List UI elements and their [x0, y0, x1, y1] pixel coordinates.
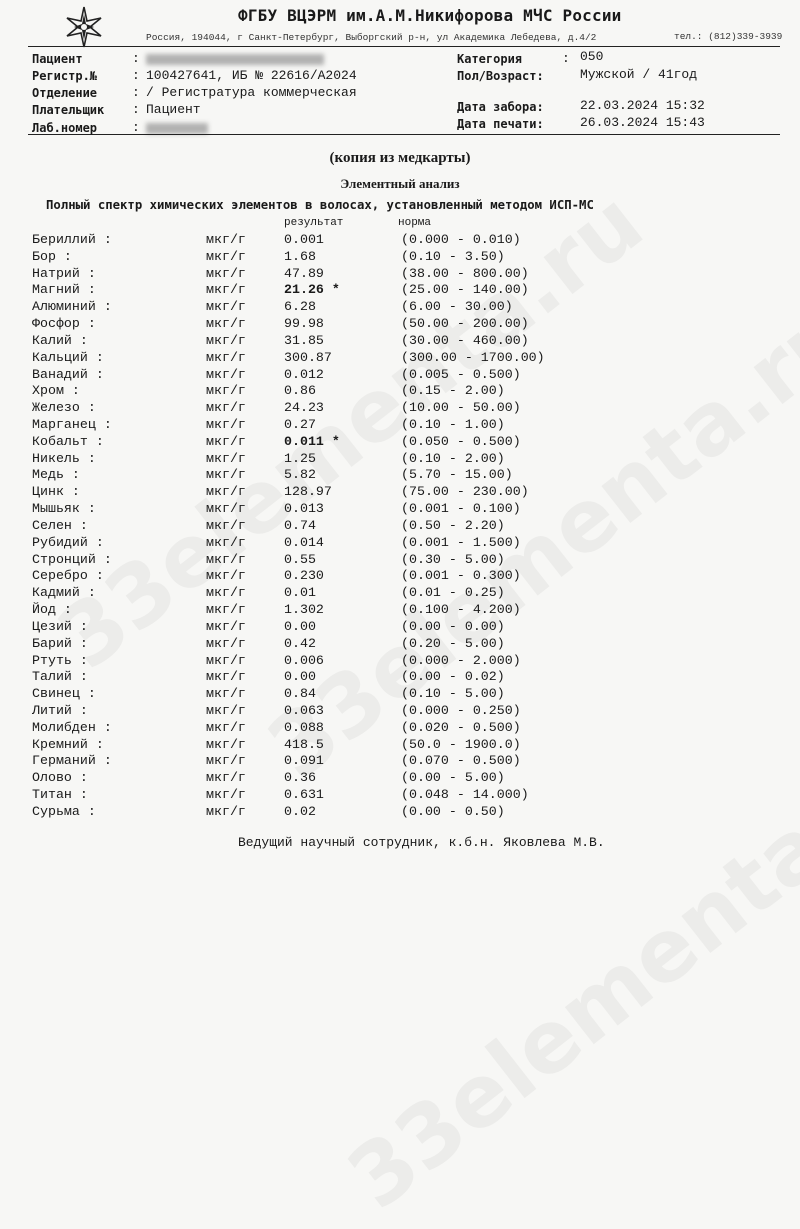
reference-range: (5.70 - 15.00) — [401, 467, 513, 483]
table-row — [0, 753, 800, 770]
reference-range: (0.00 - 0.00) — [401, 618, 505, 634]
reference-range: (0.100 - 4.200) — [401, 602, 521, 618]
sex-age-value: Мужской / 41год — [580, 67, 698, 82]
colon: : — [132, 102, 140, 117]
colon: : — [132, 68, 140, 83]
reference-range: (30.00 - 460.00) — [401, 332, 529, 348]
result-value: 0.230 — [284, 568, 324, 584]
table-row — [0, 568, 800, 585]
reference-range: (0.15 - 2.00) — [401, 383, 505, 399]
method-description: Полный спектр химических элементов в волосах, установленный методом ИСП-МС — [46, 198, 594, 212]
table-row — [0, 333, 800, 350]
redacted-patient-name — [146, 54, 324, 65]
result-value: 0.014 — [284, 534, 324, 550]
table-row — [0, 518, 800, 535]
element-name: Кремний : — [32, 736, 104, 752]
unit: мкг/г — [206, 433, 246, 449]
analysis-title: Элементный анализ — [340, 176, 460, 191]
result-value: 99.98 — [284, 316, 324, 332]
lab-number-label: Лаб.номер — [32, 121, 98, 135]
element-name: Талий : — [32, 669, 88, 685]
element-name: Бор : — [32, 248, 72, 264]
org-title: ФГБУ ВЦЭРМ им.А.М.Никифорова МЧС России — [238, 6, 622, 25]
unit: мкг/г — [206, 787, 246, 803]
result-value: 0.091 — [284, 753, 324, 769]
result-value: 31.85 — [284, 332, 324, 348]
signature-line: Ведущий научный сотрудник, к.б.н. Яковлева М.В. — [238, 835, 605, 850]
redacted-lab-number — [146, 123, 208, 134]
table-row — [0, 400, 800, 417]
result-value: 1.302 — [284, 602, 324, 618]
reference-range: (0.50 - 2.20) — [401, 517, 505, 533]
result-value: 5.82 — [284, 467, 316, 483]
element-name: Алюминий : — [32, 299, 112, 315]
reference-range: (0.10 - 3.50) — [401, 248, 505, 264]
result-value: 418.5 — [284, 736, 324, 752]
element-name: Сурьма : — [32, 803, 96, 819]
table-row — [0, 669, 800, 686]
element-name: Барий : — [32, 635, 88, 651]
unit: мкг/г — [206, 517, 246, 533]
reference-range: (0.048 - 14.000) — [401, 787, 529, 803]
unit: мкг/г — [206, 366, 246, 382]
payer-value: Пациент — [146, 102, 201, 117]
category-label: Категория — [457, 52, 523, 66]
element-name: Мышьяк : — [32, 501, 96, 517]
element-name: Железо : — [32, 400, 96, 416]
reg-value: 100427641, ИБ № 22616/А2024 — [146, 68, 357, 83]
table-row — [0, 467, 800, 484]
result-value: 1.68 — [284, 248, 316, 264]
element-name: Магний : — [32, 282, 96, 298]
table-row — [0, 266, 800, 283]
result-value: 0.55 — [284, 551, 316, 567]
unit: мкг/г — [206, 602, 246, 618]
unit: мкг/г — [206, 702, 246, 718]
element-name: Стронций : — [32, 551, 112, 567]
org-phone: тел.: (812)339-3939 — [674, 31, 783, 42]
table-row — [0, 720, 800, 737]
element-name: Олово : — [32, 770, 88, 786]
result-value: 0.86 — [284, 383, 316, 399]
result-value: 24.23 — [284, 400, 324, 416]
element-name: Кальций : — [32, 349, 104, 365]
unit: мкг/г — [206, 299, 246, 315]
element-name: Селен : — [32, 517, 88, 533]
table-row — [0, 434, 800, 451]
reference-range: (300.00 - 1700.00) — [401, 349, 545, 365]
unit: мкг/г — [206, 316, 246, 332]
unit: мкг/г — [206, 803, 246, 819]
table-row — [0, 299, 800, 316]
unit: мкг/г — [206, 484, 246, 500]
reference-range: (50.00 - 200.00) — [401, 316, 529, 332]
table-row — [0, 552, 800, 569]
org-address: Россия, 194044, г Санкт-Петербург, Выборгский р-н, ул Академика Лебедева, д.4/2 — [146, 32, 597, 43]
result-value: 0.36 — [284, 770, 316, 786]
print-date-value: 26.03.2024 15:43 — [580, 115, 705, 130]
reference-range: (25.00 - 140.00) — [401, 282, 529, 298]
dept-value: / Регистратура коммерческая — [146, 85, 357, 100]
element-name: Бериллий : — [32, 232, 112, 247]
unit: мкг/г — [206, 618, 246, 634]
table-row — [0, 703, 800, 720]
table-row — [0, 350, 800, 367]
reference-range: (0.070 - 0.500) — [401, 753, 521, 769]
reference-range: (0.01 - 0.25) — [401, 585, 505, 601]
table-row — [0, 501, 800, 518]
element-name: Натрий : — [32, 265, 96, 281]
reference-range: (0.001 - 0.300) — [401, 568, 521, 584]
reference-range: (0.001 - 1.500) — [401, 534, 521, 550]
result-value: 0.013 — [284, 501, 324, 517]
unit: мкг/г — [206, 568, 246, 584]
table-row — [0, 585, 800, 602]
reference-range: (0.10 - 2.00) — [401, 450, 505, 466]
copy-note: (копия из медкарты) — [329, 150, 471, 166]
result-value: 21.26 * — [284, 282, 340, 298]
result-value: 0.012 — [284, 366, 324, 382]
table-row — [0, 249, 800, 266]
result-value: 300.87 — [284, 349, 332, 365]
reference-range: (0.005 - 0.500) — [401, 366, 521, 382]
result-value: 0.001 — [284, 232, 324, 247]
element-name: Медь : — [32, 467, 80, 483]
patient-divider — [28, 134, 780, 135]
element-name: Хром : — [32, 383, 80, 399]
unit: мкг/г — [206, 652, 246, 668]
reference-range: (0.050 - 0.500) — [401, 433, 521, 449]
result-value: 6.28 — [284, 299, 316, 315]
table-row — [0, 451, 800, 468]
table-row — [0, 619, 800, 636]
reference-range: (50.0 - 1900.0) — [401, 736, 521, 752]
unit: мкг/г — [206, 585, 246, 601]
patient-label: Пациент — [32, 52, 83, 66]
unit: мкг/г — [206, 635, 246, 651]
reference-range: (0.10 - 5.00) — [401, 686, 505, 702]
element-name: Свинец : — [32, 686, 96, 702]
reference-range: (0.20 - 5.00) — [401, 635, 505, 651]
reference-range: (0.30 - 5.00) — [401, 551, 505, 567]
unit: мкг/г — [206, 332, 246, 348]
table-row — [0, 636, 800, 653]
unit: мкг/г — [206, 534, 246, 550]
element-name: Никель : — [32, 450, 96, 466]
unit: мкг/г — [206, 467, 246, 483]
reference-range: (0.00 - 0.02) — [401, 669, 505, 685]
column-header-norm: норма — [398, 217, 432, 229]
result-value: 0.00 — [284, 618, 316, 634]
result-value: 0.006 — [284, 652, 324, 668]
table-row — [0, 367, 800, 384]
table-row — [0, 787, 800, 804]
element-name: Германий : — [32, 753, 112, 769]
result-value: 0.74 — [284, 517, 316, 533]
collect-date-label: Дата забора: — [457, 100, 544, 114]
reference-range: (0.000 - 0.250) — [401, 702, 521, 718]
element-name: Рубидий : — [32, 534, 104, 550]
table-row — [0, 737, 800, 754]
element-name: Литий : — [32, 702, 88, 718]
reference-range: (0.00 - 0.50) — [401, 803, 505, 819]
table-row — [0, 282, 800, 299]
reg-label: Регистр.№ — [32, 69, 98, 83]
unit: мкг/г — [206, 417, 246, 433]
unit: мкг/г — [206, 400, 246, 416]
element-name: Калий : — [32, 332, 88, 348]
mchs-emblem-icon — [64, 6, 104, 48]
colon: : — [132, 51, 140, 66]
result-value: 0.02 — [284, 803, 316, 819]
unit: мкг/г — [206, 282, 246, 298]
reference-range: (38.00 - 800.00) — [401, 265, 529, 281]
table-row — [0, 770, 800, 787]
reference-range: (0.020 - 0.500) — [401, 719, 521, 735]
unit: мкг/г — [206, 686, 246, 702]
result-value: 0.631 — [284, 787, 324, 803]
table-row — [0, 484, 800, 501]
unit: мкг/г — [206, 669, 246, 685]
sex-age-label: Пол/Возраст: — [457, 69, 544, 83]
table-row — [0, 804, 800, 821]
element-name: Молибден : — [32, 719, 112, 735]
element-name: Ванадий : — [32, 366, 104, 382]
element-name: Серебро : — [32, 568, 104, 584]
colon: : — [132, 120, 140, 135]
element-name: Ртуть : — [32, 652, 88, 668]
reference-range: (0.000 - 0.010) — [401, 232, 521, 247]
table-row — [0, 686, 800, 703]
category-value: 050 — [580, 49, 604, 64]
reference-range: (0.000 - 2.000) — [401, 652, 521, 668]
unit: мкг/г — [206, 719, 246, 735]
unit: мкг/г — [206, 450, 246, 466]
unit: мкг/г — [206, 501, 246, 517]
unit: мкг/г — [206, 232, 246, 247]
result-value: 0.42 — [284, 635, 316, 651]
unit: мкг/г — [206, 770, 246, 786]
payer-label: Плательщик — [32, 103, 105, 117]
result-value: 47.89 — [284, 265, 324, 281]
table-row — [0, 653, 800, 670]
unit: мкг/г — [206, 248, 246, 264]
result-value: 0.011 * — [284, 433, 340, 449]
element-name: Цезий : — [32, 618, 88, 634]
unit: мкг/г — [206, 753, 246, 769]
table-row — [0, 383, 800, 400]
reference-range: (75.00 - 230.00) — [401, 484, 529, 500]
unit: мкг/г — [206, 265, 246, 281]
unit: мкг/г — [206, 551, 246, 567]
element-name: Йод : — [32, 602, 72, 618]
result-value: 0.01 — [284, 585, 316, 601]
reference-range: (0.001 - 0.100) — [401, 501, 521, 517]
reference-range: (0.10 - 1.00) — [401, 417, 505, 433]
unit: мкг/г — [206, 736, 246, 752]
colon: : — [562, 51, 570, 66]
element-name: Фосфор : — [32, 316, 96, 332]
result-value: 0.088 — [284, 719, 324, 735]
element-name: Титан : — [32, 787, 88, 803]
unit: мкг/г — [206, 383, 246, 399]
element-name: Кадмий : — [32, 585, 96, 601]
result-value: 0.00 — [284, 669, 316, 685]
element-name: Кобальт : — [32, 433, 104, 449]
result-value: 1.25 — [284, 450, 316, 466]
element-name: Цинк : — [32, 484, 80, 500]
column-header-result: результат — [284, 217, 344, 229]
result-value: 128.97 — [284, 484, 332, 500]
header-divider — [28, 46, 780, 47]
dept-label: Отделение — [32, 86, 98, 100]
collect-date-value: 22.03.2024 15:32 — [580, 98, 705, 113]
colon: : — [132, 85, 140, 100]
reference-range: (10.00 - 50.00) — [401, 400, 521, 416]
result-value: 0.84 — [284, 686, 316, 702]
table-row — [0, 417, 800, 434]
table-row — [0, 316, 800, 333]
table-row — [0, 535, 800, 552]
table-row — [0, 232, 800, 249]
result-value: 0.063 — [284, 702, 324, 718]
table-row — [0, 602, 800, 619]
result-value: 0.27 — [284, 417, 316, 433]
reference-range: (6.00 - 30.00) — [401, 299, 513, 315]
reference-range: (0.00 - 5.00) — [401, 770, 505, 786]
print-date-label: Дата печати: — [457, 117, 544, 131]
element-name: Марганец : — [32, 417, 112, 433]
unit: мкг/г — [206, 349, 246, 365]
